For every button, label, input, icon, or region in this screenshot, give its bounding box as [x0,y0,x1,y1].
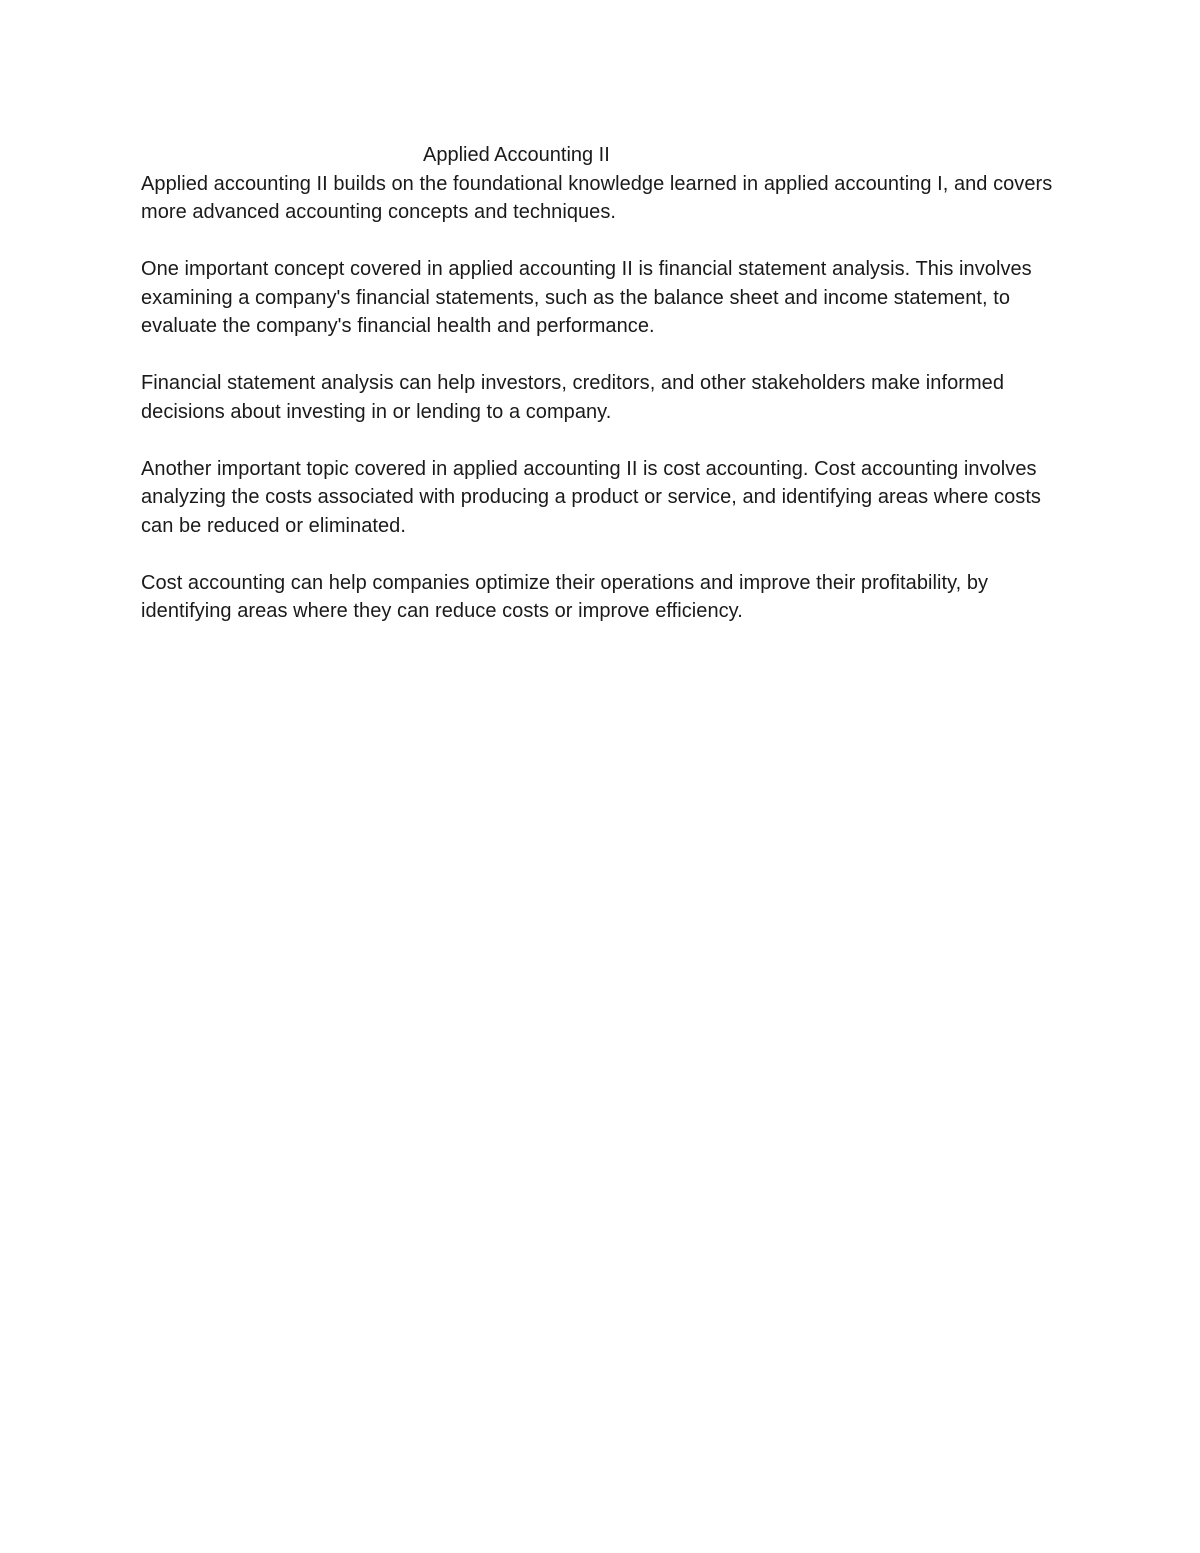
document-body [141,141,1056,626]
document-title: Applied Accounting II [423,144,610,166]
paragraph-cost-accounting-benefits: Cost accounting can help companies optimize their operations and improve their profitability, by identifying areas where they can reduce costs or improve efficiency. [141,571,989,622]
paragraph-financial-statement-analysis: One important concept covered in applied accounting II is financial statement analysis. This involves examining a company's financial statements, such as the balance sheet and income statement, to evaluate the company's financial health and performance. [141,258,1032,337]
paragraph-intro: Applied accounting II builds on the foundational knowledge learned in applied accounting I, and covers more advanced accounting concepts and techniques. [141,172,1053,223]
paragraph-cost-accounting: Another important topic covered in applied accounting II is cost accounting. Cost accounting involves analyzing the costs associated with producing a product or service, and identifying areas where costs can be reduced or eliminated. [141,457,1041,537]
paragraph-analysis-benefits: Financial statement analysis can help investors, creditors, and other stakeholders make informed decisions about investing in or lending to a company. [141,372,1005,423]
